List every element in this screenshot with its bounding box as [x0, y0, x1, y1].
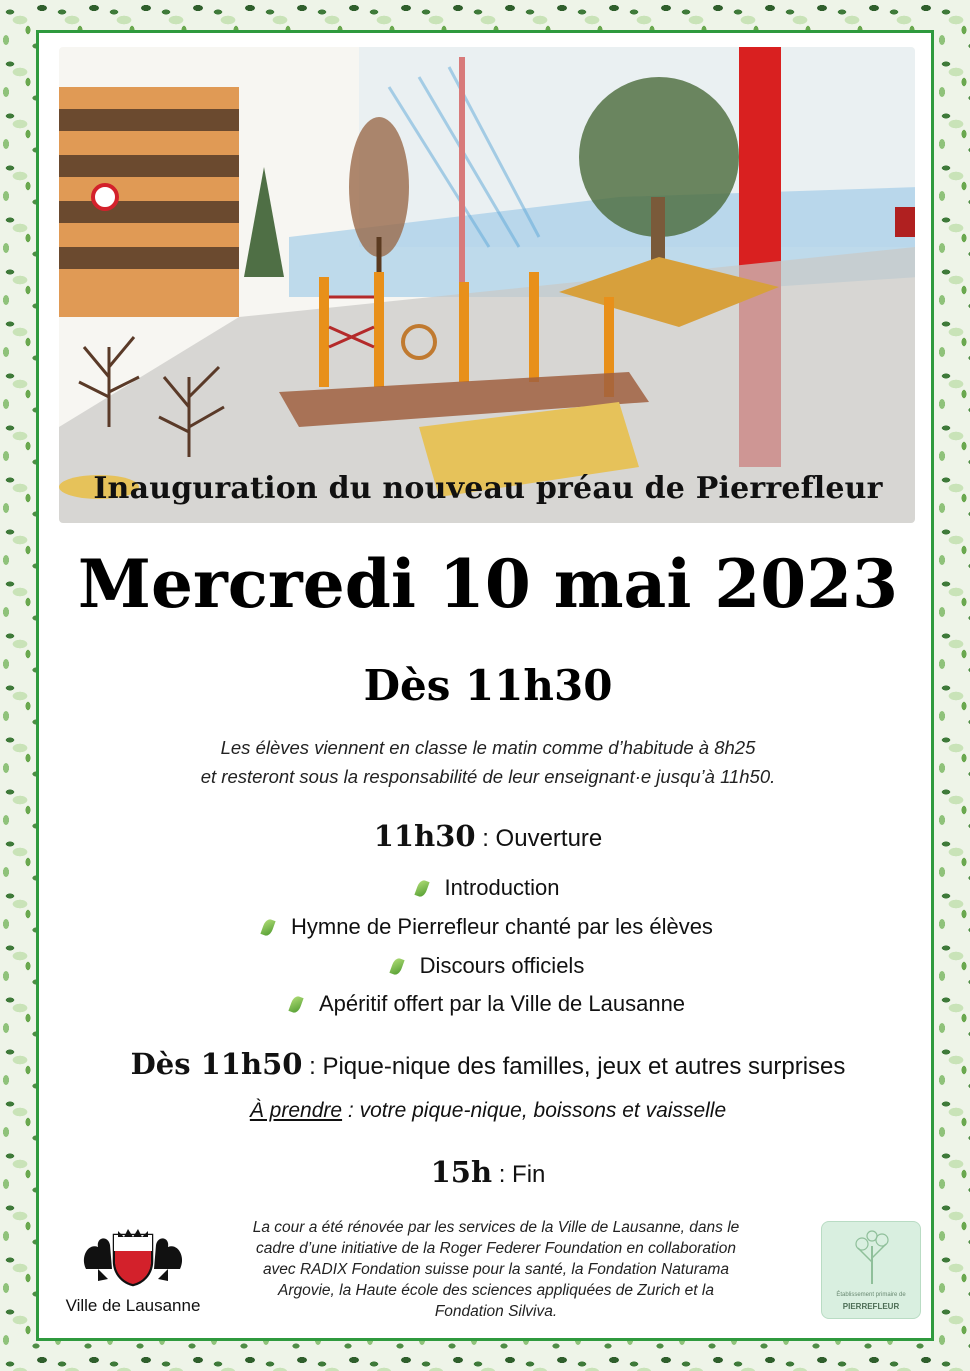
- credits-text: [207, 1217, 785, 1322]
- program-item: [39, 991, 937, 1017]
- class-note-line-1: Les élèves viennent en classe le matin comme d’habitude à 8h25: [220, 737, 756, 758]
- credits-line-2: cadre d’une initiative de la Roger Federer Foundation en collaboration: [256, 1240, 736, 1257]
- children-drawing-illustration: [59, 47, 915, 523]
- program-item-label: Discours officiels: [419, 953, 585, 978]
- end-line: [39, 1155, 937, 1189]
- inauguration-title: Inauguration du nouveau préau de Pierrefleur: [93, 471, 883, 506]
- program-item: [39, 953, 937, 979]
- credits-line-4: Argovie, la Haute école des sciences appliquées de Zurich et la: [278, 1282, 714, 1299]
- class-note: [39, 733, 937, 791]
- bring-line: [39, 1099, 937, 1123]
- poster-page: [36, 30, 934, 1341]
- program-item-label: Hymne de Pierrefleur chanté par les élèves: [291, 914, 713, 939]
- event-date: Mercredi 10 mai 2023: [77, 545, 899, 623]
- program-item: [39, 914, 937, 940]
- program-item-label: Introduction: [444, 875, 560, 900]
- program-item-label: Apéritif offert par la Ville de Lausanne: [318, 991, 686, 1016]
- bring-label: À prendre: [249, 1099, 343, 1122]
- end-label: : Fin: [492, 1161, 546, 1188]
- school-logo-subtitle: Établissement primaire de: [836, 1292, 906, 1298]
- leaf-bullet-icon: [260, 918, 275, 937]
- picnic-time: Dès 11h50: [130, 1047, 303, 1081]
- opening-time: 11h30: [373, 819, 476, 853]
- end-time: 15h: [430, 1155, 493, 1189]
- credits-line-1: La cour a été rénovée par les services de la Ville de Lausanne, dans le: [252, 1219, 740, 1236]
- picnic-label: : Pique-nique des familles, jeux et autres surprises: [302, 1053, 846, 1080]
- opening-label: : Ouverture: [475, 825, 603, 852]
- lausanne-logo: [47, 1229, 219, 1316]
- leaf-bullet-icon: [414, 879, 429, 898]
- credits-line-3: avec RADIX Fondation suisse pour la santé, la Fondation Naturama: [262, 1261, 730, 1278]
- bring-text: : votre pique-nique, boissons et vaisselle: [342, 1099, 727, 1122]
- tree-icon: [822, 1222, 922, 1292]
- school-logo-name: PIERREFLEUR: [842, 1302, 900, 1311]
- leaf-bullet-icon: [288, 995, 303, 1014]
- class-note-line-2: et resteront sous la responsabilité de leur enseignant·e jusqu’à 11h50.: [200, 766, 776, 787]
- credits-line-5: Fondation Silviva.: [434, 1303, 558, 1320]
- lausanne-crest-icon: [78, 1229, 188, 1287]
- opening-line: [39, 819, 937, 853]
- leaf-bullet-icon: [389, 957, 404, 976]
- pierrefleur-school-logo: [821, 1221, 921, 1319]
- picnic-line: [39, 1047, 937, 1081]
- lausanne-city-name: Ville de Lausanne: [65, 1296, 201, 1315]
- start-time: Dès 11h30: [363, 661, 613, 710]
- program-item: [39, 875, 937, 901]
